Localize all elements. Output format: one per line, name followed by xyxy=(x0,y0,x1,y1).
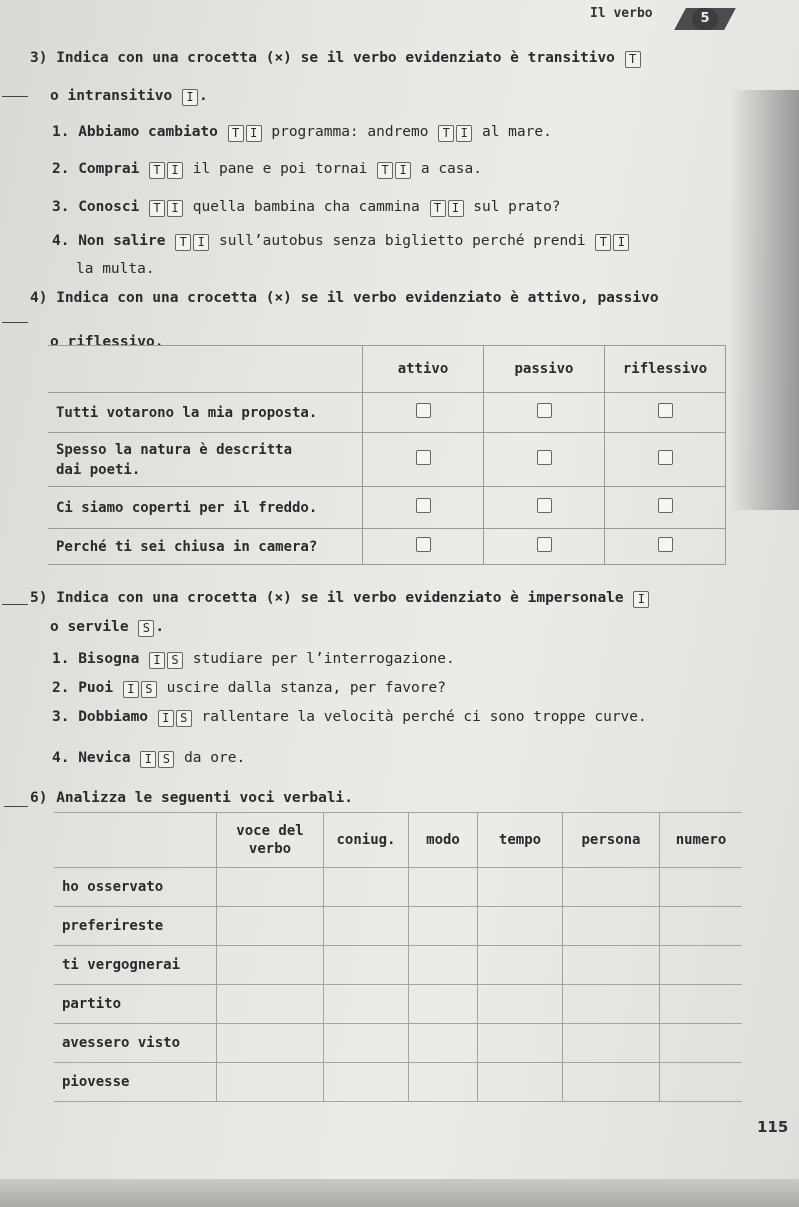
passivo-checkbox[interactable] xyxy=(537,498,552,513)
header-empty-cell xyxy=(54,813,217,868)
servile-box: S xyxy=(138,620,154,637)
riflessivo-cell xyxy=(605,529,726,565)
table-header-row xyxy=(48,346,726,393)
header-empty-cell xyxy=(48,346,363,393)
verb-cell: ho osservato xyxy=(54,868,217,907)
riflessivo-checkbox[interactable] xyxy=(658,537,673,552)
item-text: a casa. xyxy=(420,161,482,177)
answer-cell[interactable] xyxy=(409,946,478,985)
column-header-persona: persona xyxy=(563,813,660,868)
answer-cell[interactable] xyxy=(478,1063,563,1102)
answer-cell[interactable] xyxy=(660,985,743,1024)
answer-cell[interactable] xyxy=(563,1063,660,1102)
table-row xyxy=(48,529,726,565)
column-header-text: voce del verbo xyxy=(236,823,304,857)
item-text: Conosci xyxy=(78,199,140,215)
t-checkbox[interactable]: T xyxy=(595,234,611,251)
item-text: Comprai xyxy=(78,161,140,177)
attivo-checkbox[interactable] xyxy=(416,403,431,418)
s-checkbox[interactable]: S xyxy=(176,710,192,727)
chapter-title: Il verbo xyxy=(590,6,653,21)
item-text: Nevica xyxy=(78,750,131,766)
item-text: Dobbiamo xyxy=(78,709,149,725)
answer-cell[interactable] xyxy=(324,907,409,946)
attivo-cell xyxy=(363,433,484,487)
answer-cell[interactable] xyxy=(324,985,409,1024)
answer-cell[interactable] xyxy=(478,1024,563,1063)
exercise-3-instruction-cont: o intransitivo I . xyxy=(50,88,208,104)
table-row xyxy=(54,1063,742,1102)
attivo-checkbox[interactable] xyxy=(416,537,431,552)
item-number: 3. xyxy=(52,199,70,215)
i-checkbox[interactable]: I xyxy=(167,162,183,179)
answer-cell[interactable] xyxy=(563,907,660,946)
t-checkbox[interactable]: T xyxy=(438,125,454,142)
answer-cell[interactable] xyxy=(324,1024,409,1063)
answer-cell[interactable] xyxy=(478,868,563,907)
exercise-3-instruction-line1: Indica con una crocetta (×) se il verbo evidenziato è transitivo xyxy=(56,50,615,66)
item-number: 2. xyxy=(52,161,70,177)
answer-cell[interactable] xyxy=(660,907,743,946)
exercise-5-item-4 xyxy=(52,747,245,769)
table-row xyxy=(54,946,742,985)
item-number: 1. xyxy=(52,651,70,667)
item-text: sul prato? xyxy=(473,199,561,215)
passivo-cell xyxy=(484,529,605,565)
exercise-5-mark-line xyxy=(2,604,28,605)
sentence-cell: Perché ti sei chiusa in camera? xyxy=(48,529,363,565)
i-checkbox[interactable]: I xyxy=(456,125,472,142)
i-checkbox[interactable]: I xyxy=(123,681,139,698)
item-text: al mare. xyxy=(481,124,552,140)
verb-cell: preferireste xyxy=(54,907,217,946)
intransitive-box: I xyxy=(182,89,198,106)
t-checkbox[interactable]: T xyxy=(377,162,393,179)
column-header-numero: numero xyxy=(660,813,743,868)
passivo-checkbox[interactable] xyxy=(537,537,552,552)
riflessivo-cell xyxy=(605,393,726,433)
exercise-3-mark-line xyxy=(2,96,28,97)
answer-cell[interactable] xyxy=(478,985,563,1024)
table-row xyxy=(48,487,726,529)
answer-cell[interactable] xyxy=(409,1063,478,1102)
s-checkbox[interactable]: S xyxy=(167,652,183,669)
exercise-3-item-4-cont xyxy=(76,258,155,280)
passivo-cell xyxy=(484,487,605,529)
answer-cell[interactable] xyxy=(660,946,743,985)
item-text: Abbiamo cambiato xyxy=(78,124,218,140)
sentence-cell xyxy=(48,433,363,487)
chapter-number-badge: 5 xyxy=(692,8,718,30)
table-row xyxy=(54,907,742,946)
exercise-4-instruction: 4) Indica con una crocetta (×) se il verbo evidenziato è attivo, passivo xyxy=(30,290,659,306)
attivo-checkbox[interactable] xyxy=(416,450,431,465)
item-number: 3. xyxy=(52,709,70,725)
answer-cell[interactable] xyxy=(563,868,660,907)
item-number: 4. xyxy=(52,233,70,249)
exercise-5-instruction: 5) Indica con una crocetta (×) se il verbo evidenziato è impersonale I xyxy=(30,586,650,610)
exercise-5-instruction-line2: o servile xyxy=(50,619,129,635)
exercise-4-number: 4 xyxy=(30,290,39,306)
t-checkbox[interactable]: T xyxy=(175,234,191,251)
item-text: da ore. xyxy=(184,750,246,766)
i-checkbox[interactable]: I xyxy=(149,652,165,669)
answer-cell[interactable] xyxy=(660,868,743,907)
column-header-tempo: tempo xyxy=(478,813,563,868)
verb-cell: avessero visto xyxy=(54,1024,217,1063)
passivo-checkbox[interactable] xyxy=(537,450,552,465)
riflessivo-checkbox[interactable] xyxy=(658,403,673,418)
exercise-5-item-3 xyxy=(52,706,647,728)
exercise-5-instruction-line1: Indica con una crocetta (×) se il verbo evidenziato è impersonale xyxy=(56,590,624,606)
sentence-cell: Tutti votarono la mia proposta. xyxy=(48,393,363,433)
item-number: 4. xyxy=(52,750,70,766)
answer-cell[interactable] xyxy=(217,1024,324,1063)
answer-cell[interactable] xyxy=(324,946,409,985)
t-checkbox[interactable]: T xyxy=(228,125,244,142)
page-bottom-edge xyxy=(0,1179,799,1207)
passivo-cell xyxy=(484,393,605,433)
impersonal-box: I xyxy=(633,591,649,608)
exercise-3-item-1 xyxy=(52,121,552,143)
column-header-modo: modo xyxy=(409,813,478,868)
page-curl-shadow xyxy=(729,90,799,510)
column-header-riflessivo: riflessivo xyxy=(605,346,726,393)
answer-cell[interactable] xyxy=(217,907,324,946)
attivo-checkbox[interactable] xyxy=(416,498,431,513)
column-header-attivo: attivo xyxy=(363,346,484,393)
exercise-3-item-4 xyxy=(52,230,630,252)
riflessivo-checkbox[interactable] xyxy=(658,450,673,465)
riflessivo-checkbox[interactable] xyxy=(658,498,673,513)
sentence-text: Spesso la natura è descritta dai poeti. xyxy=(56,441,293,478)
answer-cell[interactable] xyxy=(563,946,660,985)
answer-cell[interactable] xyxy=(478,946,563,985)
answer-cell[interactable] xyxy=(563,985,660,1024)
exercise-3-instruction-line2: o intransitivo xyxy=(50,88,173,104)
exercise-5-item-2 xyxy=(52,677,446,699)
t-checkbox[interactable]: T xyxy=(149,162,165,179)
transitive-box: T xyxy=(625,51,641,68)
sentence-cell: Ci siamo coperti per il freddo. xyxy=(48,487,363,529)
i-checkbox[interactable]: I xyxy=(158,710,174,727)
verb-cell: ti vergognerai xyxy=(54,946,217,985)
exercise-3-item-3 xyxy=(52,196,561,218)
table-row xyxy=(54,1024,742,1063)
exercise-4-instruction-line2: o riflessivo. xyxy=(50,334,164,350)
answer-cell[interactable] xyxy=(324,1063,409,1102)
answer-cell[interactable] xyxy=(217,1063,324,1102)
column-header-passivo: passivo xyxy=(484,346,605,393)
table-header-row xyxy=(54,813,742,868)
exercise-6-instruction: 6) Analizza le seguenti voci verbali. xyxy=(30,790,354,806)
attivo-cell xyxy=(363,529,484,565)
verb-cell: piovesse xyxy=(54,1063,217,1102)
answer-cell[interactable] xyxy=(660,1063,743,1102)
exercise-3-number: 3 xyxy=(30,50,39,66)
exercise-6-table xyxy=(54,812,742,1102)
table-row xyxy=(54,985,742,1024)
answer-cell[interactable] xyxy=(660,1024,743,1063)
item-text: programma: andremo xyxy=(271,124,429,140)
t-checkbox[interactable]: T xyxy=(430,200,446,217)
item-text: il pane e poi tornai xyxy=(192,161,368,177)
exercise-4-mark-line xyxy=(2,322,28,323)
item-text: Non salire xyxy=(78,233,166,249)
answer-cell[interactable] xyxy=(217,868,324,907)
exercise-5-instruction-cont: o servile S . xyxy=(50,619,165,635)
table-row xyxy=(54,868,742,907)
exercise-6-instruction-text: Analizza le seguenti voci verbali. xyxy=(56,790,354,806)
item-text: quella bambina cha cammina xyxy=(192,199,420,215)
riflessivo-cell xyxy=(605,487,726,529)
i-checkbox[interactable]: I xyxy=(448,200,464,217)
passivo-cell xyxy=(484,433,605,487)
attivo-cell xyxy=(363,487,484,529)
t-checkbox[interactable]: T xyxy=(149,200,165,217)
s-checkbox[interactable]: S xyxy=(141,681,157,698)
s-checkbox[interactable]: S xyxy=(158,751,174,768)
answer-cell[interactable] xyxy=(217,946,324,985)
passivo-checkbox[interactable] xyxy=(537,403,552,418)
exercise-6-number: 6 xyxy=(30,790,39,806)
exercise-3-instruction: 3) Indica con una crocetta (×) se il verbo evidenziato è transitivo T xyxy=(30,46,642,70)
table-row xyxy=(48,433,726,487)
exercise-5-number: 5 xyxy=(30,590,39,606)
i-checkbox[interactable]: I xyxy=(140,751,156,768)
exercise-4-table xyxy=(48,345,726,565)
item-text: rallentare la velocità perché ci sono troppe curve. xyxy=(201,709,647,725)
exercise-5-item-1 xyxy=(52,648,455,670)
answer-cell[interactable] xyxy=(409,985,478,1024)
attivo-cell xyxy=(363,393,484,433)
table-row xyxy=(48,393,726,433)
exercise-6-mark-line xyxy=(4,806,28,807)
i-checkbox[interactable]: I xyxy=(613,234,629,251)
column-header-voce xyxy=(217,813,324,868)
item-text: studiare per l’interrogazione. xyxy=(192,651,455,667)
i-checkbox[interactable]: I xyxy=(167,200,183,217)
answer-cell[interactable] xyxy=(478,907,563,946)
column-header-coniug: coniug. xyxy=(324,813,409,868)
item-number: 2. xyxy=(52,680,70,696)
riflessivo-cell xyxy=(605,433,726,487)
item-number: 1. xyxy=(52,124,70,140)
i-checkbox[interactable]: I xyxy=(246,125,262,142)
item-text: Puoi xyxy=(78,680,114,696)
i-checkbox[interactable]: I xyxy=(193,234,209,251)
answer-cell[interactable] xyxy=(409,868,478,907)
verb-cell: partito xyxy=(54,985,217,1024)
answer-cell[interactable] xyxy=(217,985,324,1024)
answer-cell[interactable] xyxy=(563,1024,660,1063)
answer-cell[interactable] xyxy=(409,1024,478,1063)
answer-cell[interactable] xyxy=(324,868,409,907)
i-checkbox[interactable]: I xyxy=(395,162,411,179)
item-text: Bisogna xyxy=(78,651,140,667)
item-text: uscire dalla stanza, per favore? xyxy=(166,680,446,696)
item-text: sull’autobus senza biglietto perché prendi xyxy=(218,233,586,249)
item-text: la multa. xyxy=(76,261,155,277)
page-number: 115 xyxy=(757,1118,789,1136)
exercise-4-instruction-line1: Indica con una crocetta (×) se il verbo evidenziato è attivo, passivo xyxy=(56,290,659,306)
exercise-3-item-2 xyxy=(52,158,482,180)
answer-cell[interactable] xyxy=(409,907,478,946)
